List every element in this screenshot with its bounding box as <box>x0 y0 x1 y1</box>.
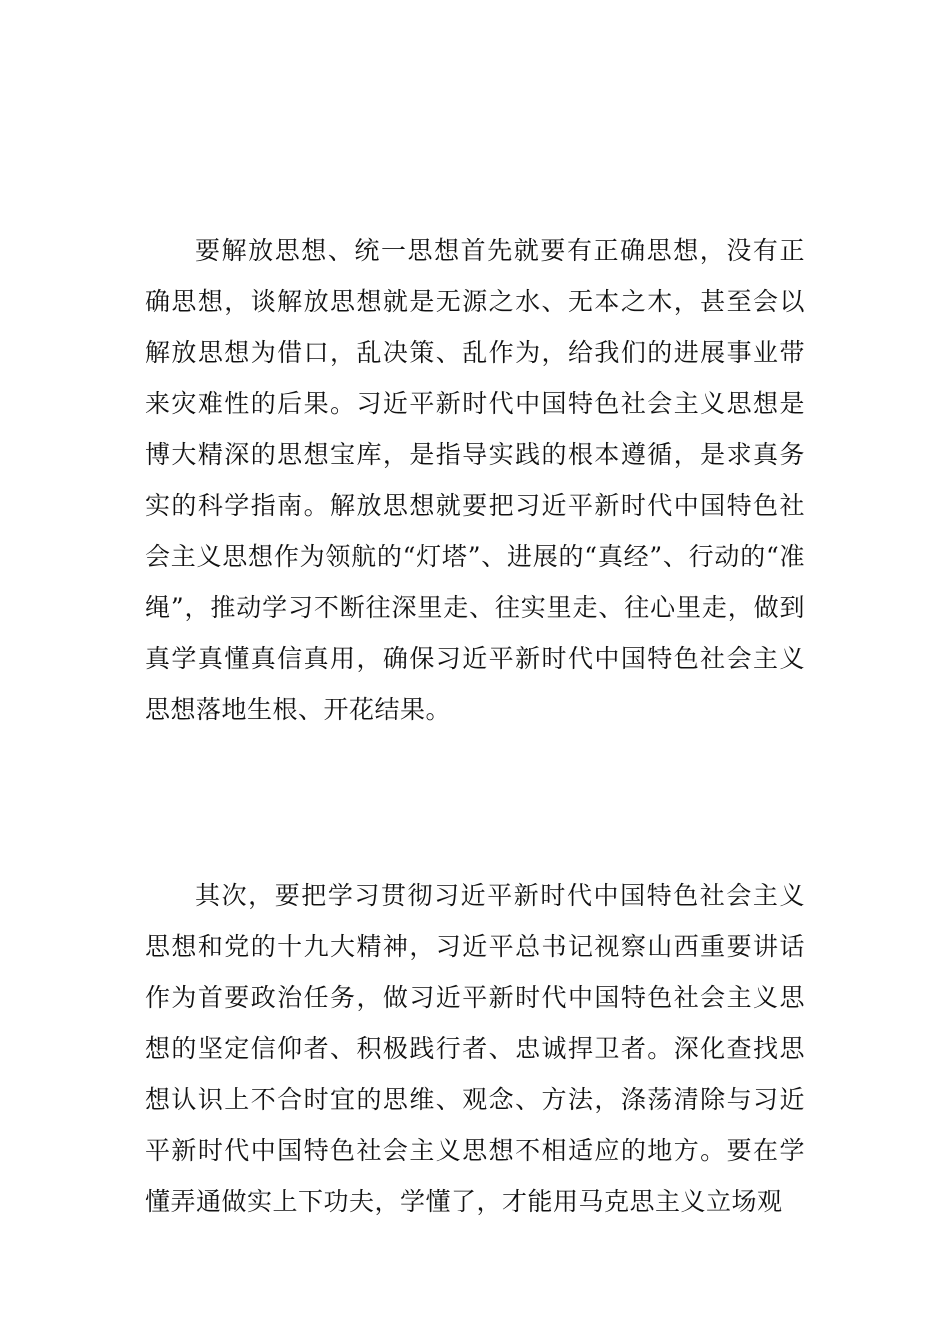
body-paragraph-1: 要解放思想、统一思想首先就要有正确思想，没有正确思想，谈解放思想就是无源之水、无本之木，甚至会以解放思想为借口，乱决策、乱作为，给我们的进展事业带来灾难性的后果。习近平新时代中国特色社会主义思想是博大精深的思想宝库，是指导实践的根本遵循，是求真务实的科学指南。解放思想就要把习近平新时代中国特色社会主义思想作为领航的“灯塔”、进展的“真经”、行动的“准绳”，推动学习不断往深里走、往实里走、往心里走，做到真学真懂真信真用，确保习近平新时代中国特色社会主义思想落地生根、开花结果。 <box>145 236 805 724</box>
body-paragraph-2: 其次，要把学习贯彻习近平新时代中国特色社会主义思想和党的十九大精神，习近平总书记视察山西重要讲话作为首要政治任务，做习近平新时代中国特色社会主义思想的坚定信仰者、积极践行者、忠诚捍卫者。深化查找思想认识上不合时宜的思维、观念、方法，涤荡清除与习近平新时代中国特色社会主义思想不相适应的地方。要在学懂弄通做实上下功夫，学懂了，才能用马克思主义立场观 <box>145 881 805 1216</box>
